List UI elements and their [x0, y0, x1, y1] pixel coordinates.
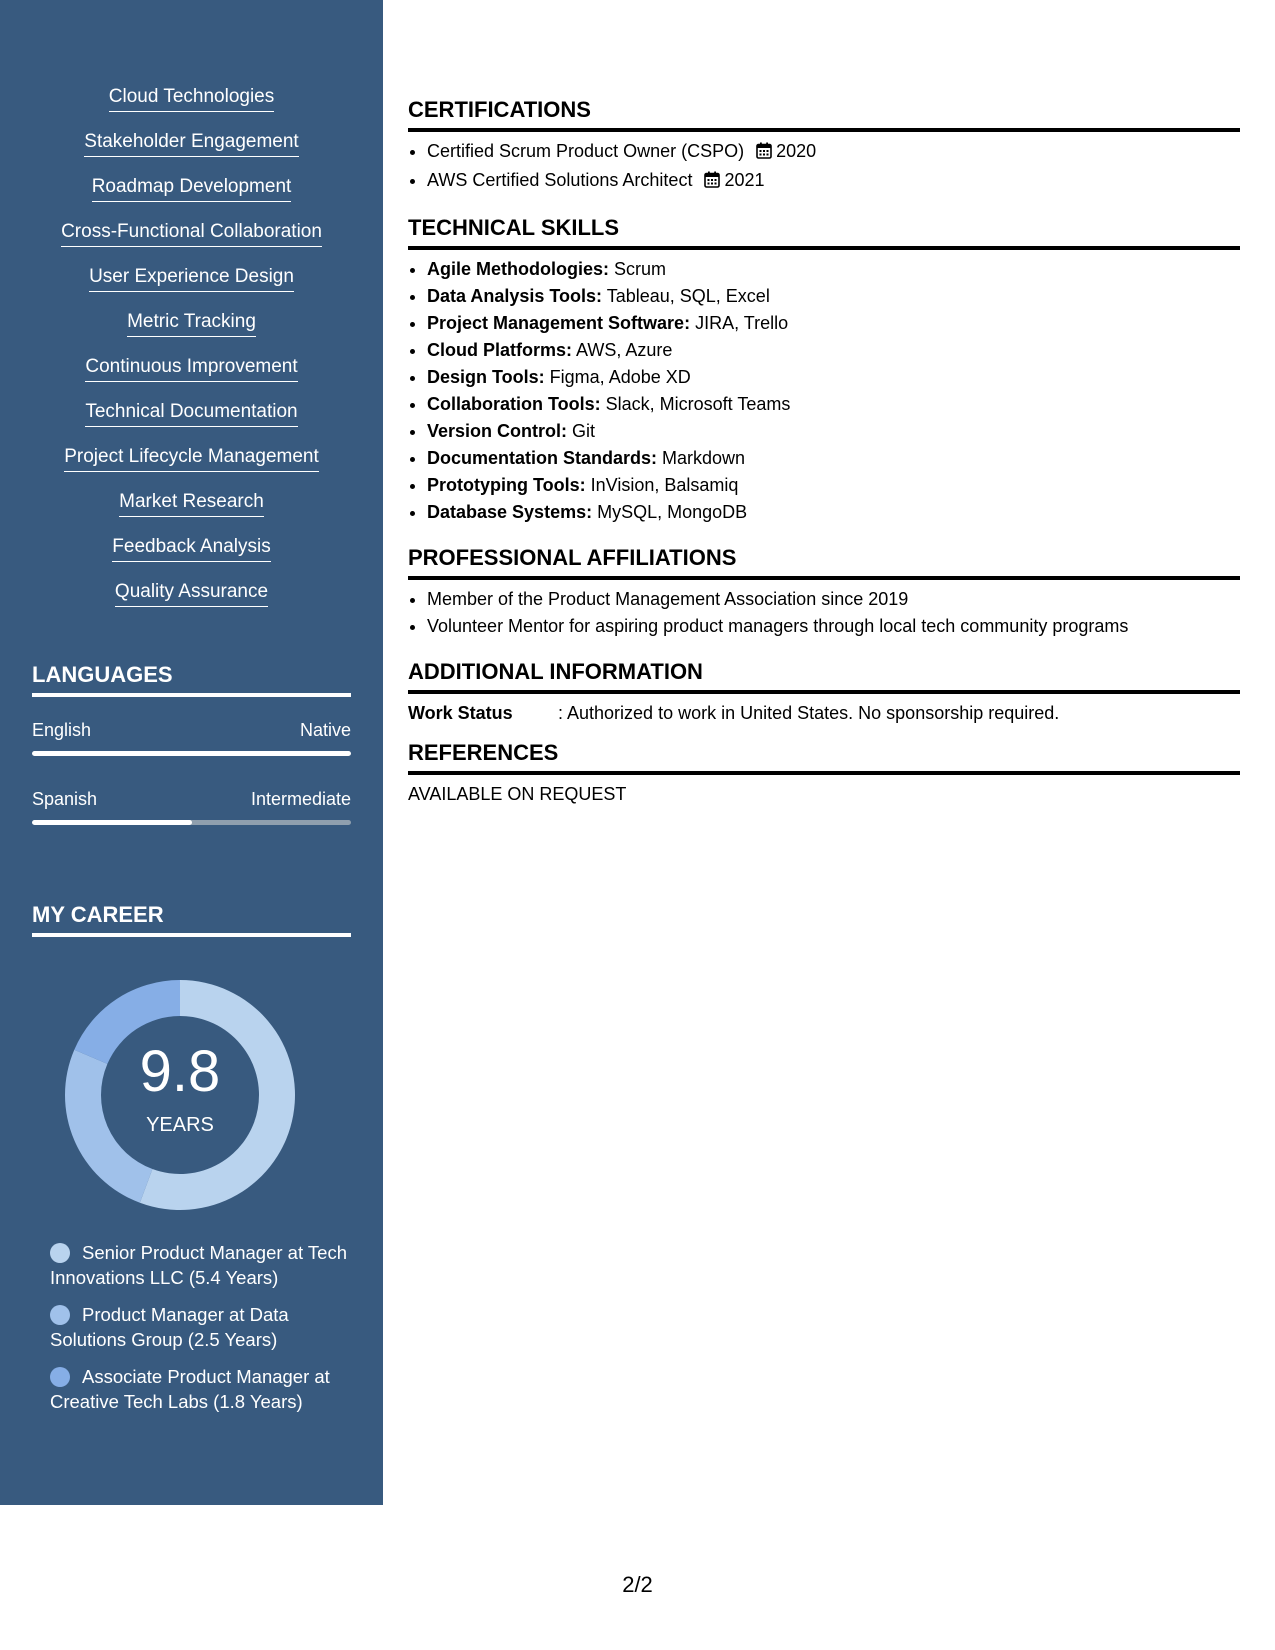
language-name: English [32, 720, 92, 740]
technical-skills-list [408, 256, 1240, 526]
skill-category: Agile Methodologies: [427, 259, 609, 279]
skill-item [0, 356, 383, 401]
language-level: Intermediate [250, 789, 351, 809]
work-status-value: : Authorized to work in United States. No sponsorship required. [558, 703, 1060, 723]
technical-skill-item [427, 337, 1240, 364]
certification-name: Certified Scrum Product Owner (CSPO) [427, 141, 745, 161]
certification-year: 2020 [776, 141, 817, 161]
technical-skill-item [427, 283, 1240, 310]
skill-item [0, 176, 383, 221]
technical-skill-item [427, 310, 1240, 337]
additional-info-title: ADDITIONAL INFORMATION [408, 658, 1240, 694]
skill-label: Cloud Technologies [109, 86, 275, 112]
skill-category: Design Tools: [427, 367, 545, 387]
legend-dot-icon [50, 1305, 70, 1325]
skills-list [0, 86, 383, 626]
skill-label: Stakeholder Engagement [84, 131, 298, 157]
skill-item [0, 536, 383, 581]
skill-category: Data Analysis Tools: [427, 286, 603, 306]
skill-values: MySQL, MongoDB [592, 502, 748, 522]
calendar-icon [756, 140, 772, 167]
career-item-text: Product Manager at Data Solutions Group (2.5 Years) [50, 1304, 289, 1350]
skill-category: Project Management Software: [427, 313, 691, 333]
career-list [50, 1240, 350, 1426]
technical-skill-item [427, 391, 1240, 418]
technical-skill-item [427, 445, 1240, 472]
work-status-row [408, 700, 1240, 727]
skill-category: Prototyping Tools: [427, 475, 586, 495]
skill-category: Database Systems: [427, 502, 593, 522]
career-heading: MY CAREER [32, 902, 351, 937]
work-status-label: Work Status [408, 703, 513, 723]
skill-category: Collaboration Tools: [427, 394, 601, 414]
skill-label: Cross-Functional Collaboration [61, 221, 322, 247]
skill-values: Scrum [609, 259, 667, 279]
skill-values: Tableau, SQL, Excel [602, 286, 770, 306]
career-item [50, 1364, 350, 1414]
legend-dot-icon [50, 1367, 70, 1387]
career-total: 9.8 [139, 1039, 221, 1104]
skill-values: Git [567, 421, 596, 441]
language-name: Spanish [32, 789, 98, 809]
affiliation-item: • Volunteer Mentor for aspiring product managers through local tech community programs [427, 613, 1240, 640]
career-item [50, 1240, 350, 1290]
technical-skill-item [427, 418, 1240, 445]
certification-year: 2021 [724, 170, 765, 190]
affiliations-list [408, 586, 1240, 640]
technical-skill-item [427, 256, 1240, 283]
skill-values: JIRA, Trello [690, 313, 789, 333]
calendar-icon [704, 169, 720, 196]
language-row-spanish [32, 789, 351, 810]
technical-skill-item [427, 472, 1240, 499]
career-donut [65, 980, 295, 1210]
affiliation-item: • Member of the Product Management Association since 2019 [427, 586, 1240, 613]
language-row-english [32, 720, 351, 741]
career-item-text: Associate Product Manager at Creative Tech Labs (1.8 Years) [50, 1366, 330, 1412]
languages-heading: LANGUAGES [32, 662, 351, 697]
skill-category: Documentation Standards: [427, 448, 658, 468]
skill-item [0, 266, 383, 311]
page-number: 2/2 [622, 1572, 653, 1597]
skill-label: Roadmap Development [92, 176, 292, 202]
skill-values: Slack, Microsoft Teams [600, 394, 791, 414]
skill-item [0, 401, 383, 446]
skill-label: User Experience Design [89, 266, 294, 292]
language-bar-spanish [32, 820, 351, 825]
technical-skills-title: TECHNICAL SKILLS [408, 214, 1240, 250]
technical-skill-item [427, 499, 1240, 526]
language-bar-english [32, 751, 351, 756]
references-title: REFERENCES [408, 739, 1240, 775]
donut-center [65, 980, 295, 1210]
certifications-title: CERTIFICATIONS [408, 96, 1240, 132]
skill-category: Cloud Platforms: [427, 340, 573, 360]
skill-item [0, 221, 383, 266]
language-bar-fill [32, 820, 192, 825]
certification-item [427, 138, 1240, 167]
skill-values: Markdown [657, 448, 746, 468]
career-item-text: Senior Product Manager at Tech Innovations LLC (5.4 Years) [50, 1242, 347, 1288]
skill-label: Project Lifecycle Management [64, 446, 319, 472]
main-content [408, 96, 1240, 808]
skill-item [0, 446, 383, 491]
skill-item [0, 491, 383, 536]
skill-item [0, 581, 383, 626]
references-text: AVAILABLE ON REQUEST [408, 784, 627, 804]
skill-category: Version Control: [427, 421, 568, 441]
skill-label: Market Research [119, 491, 264, 517]
certification-item [427, 167, 1240, 196]
affiliations-title: PROFESSIONAL AFFILIATIONS [408, 544, 1240, 580]
language-level: Native [299, 720, 351, 740]
skill-label: Feedback Analysis [112, 536, 270, 562]
legend-dot-icon [50, 1243, 70, 1263]
skill-label: Technical Documentation [85, 401, 297, 427]
skill-item [0, 86, 383, 131]
skill-item [0, 311, 383, 356]
certifications-list [408, 138, 1240, 196]
certification-name: AWS Certified Solutions Architect [427, 170, 693, 190]
career-unit: YEARS [146, 1114, 214, 1136]
career-item [50, 1302, 350, 1352]
skill-label: Metric Tracking [127, 311, 256, 337]
skill-label: Continuous Improvement [85, 356, 297, 382]
sidebar [0, 0, 383, 1505]
skill-values: AWS, Azure [572, 340, 673, 360]
skill-values: InVision, Balsamiq [585, 475, 739, 495]
language-bar-fill [32, 751, 351, 756]
skill-values: Figma, Adobe XD [544, 367, 691, 387]
technical-skill-item [427, 364, 1240, 391]
skill-label: Quality Assurance [115, 581, 268, 607]
skill-item [0, 131, 383, 176]
